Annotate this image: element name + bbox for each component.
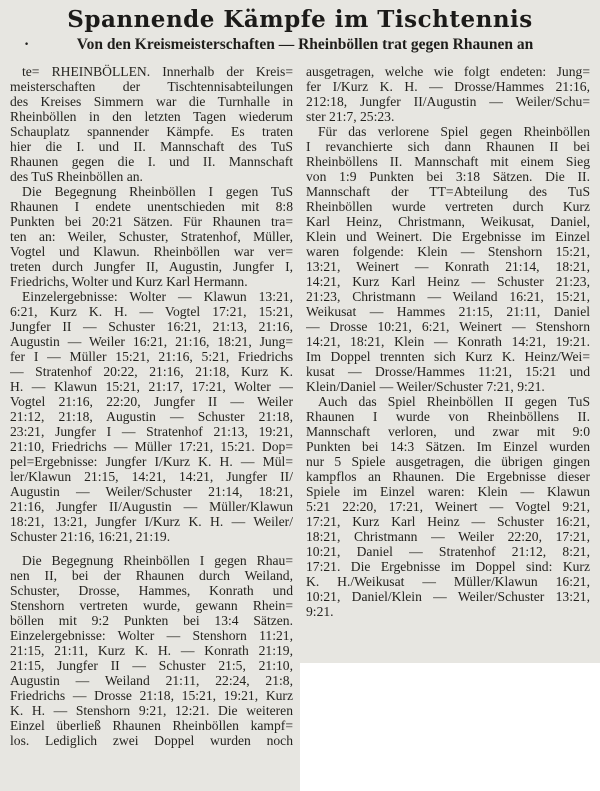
text-line: Friedrichs — Drosse 21:18, 15:21, 19:21, Kurz [10,688,293,703]
text-line: Die Begegnung Rheinböllen I gegen TuS [22,184,293,199]
text-line: 9:21. [306,604,334,619]
article-headline: Spannende Kämpfe im Tischtennis [67,6,533,33]
text-line: Punkten bei 20:21 Sätzen. Für Rhaunen tra= [10,214,293,229]
text-line: 21:16, Jungfer II/Augustin — Müller/Klawun [10,499,293,514]
text-line: hier die I. und II. Mannschaft des TuS [10,139,293,154]
subheadline-text: Von den Kreismeisterschaften — Rheinböllen trat gegen Rhaunen an [76,36,534,53]
text-line: Klein und Weinert. Die Ergebnisse im Einzel [306,229,590,244]
text-line: Auch das Spiel Rheinböllen II gegen TuS [318,394,590,409]
text-line: 21:23, Christmann — Weiland 16:21, 15:21, [306,289,590,304]
text-line: Vogtel und Klawun. Rheinböllen war ver= [10,244,293,259]
text-line: ler/Klawun 21:15, 14:21, 14:21, Jungfer II/ [10,469,293,484]
text-line: 212:18, Jungfer II/Augustin — Weiler/Schu= [306,94,590,109]
text-line: te= RHEINBÖLLEN. Innerhalb der Kreis= [22,64,293,79]
text-line: fer I — Müller 15:21, 21:16, 5:21, Friedrichs [10,349,293,364]
text-line: Einzelergebnisse: Wolter — Stenshorn 11:21, [10,628,293,643]
text-line: Einzel überließ Rhaunen Rheinböllen kampf= [10,718,293,733]
text-line: meisterschaften der Tischtennisabteilungen [10,79,293,94]
text-line: ausgetragen, welche wie folgt endeten: Jung= [306,64,590,79]
text-line: los. Lediglich zwei Doppel wurden noch [10,733,293,748]
text-line: Rhaunen I wurde von Rheinböllens II. [306,409,590,424]
text-line: 13:21, Weinert — Konrath 21:14, 18:21, [306,259,590,274]
text-line: 17:21. Die Ergebnisse im Doppel sind: Kurz [306,559,590,574]
text-line: Friedrichs, Wolter und Kurz Karl Hermann. [10,274,248,289]
text-line: H. — Klawun 15:21, 21:17, 17:21, Wolter — [10,379,293,394]
text-line: Für das verlorene Spiel gegen Rheinböllen [318,124,590,139]
text-line: waren folgende: Klein — Stenshorn 15:21, [306,244,590,259]
text-line: Rheinböllen in den letzten Tagen wiederum [10,109,293,124]
text-line: 17:21, Kurz Karl Heinz — Schuster 16:21, [306,514,590,529]
text-line: Schuster, Drosse, Hammes, Konrath und [10,583,293,598]
text-line: Rheinböllens II. Mannschaft mit einem Sieg [306,154,590,169]
text-line: K. H./Weikusat — Müller/Klawun 16:21, [306,574,590,589]
text-line: Punkten bei 14:3 Sätzen. Im Einzel wurden [306,439,590,454]
blank-area [300,663,600,791]
text-line: 10:21, Daniel/Klein — Weiler/Schuster 13:21, [306,589,590,604]
text-line: böllen mit 9:2 Punkten bei 13:4 Sätzen. [10,613,293,628]
text-line: des Kreises Simmern war die Turnhalle in [10,94,293,109]
text-line: treten durch Jungfer II, Augustin, Jungfer I, [10,259,293,274]
text-line: 6:21, Kurz K. H. — Vogtel 17:21, 15:21, [10,304,293,319]
right-column [306,64,590,619]
text-line: Rhaunen I endete unentschieden mit 8:8 [10,199,293,214]
text-line: Augustin — Weiler/Schuster 21:14, 18:21, [10,484,293,499]
text-line: Schuster 21:16, 16:21, 21:19. [10,529,171,544]
text-line: nur 5 Spiele ausgetragen, die übrigen gingen [306,454,590,469]
paragraph-gap [10,544,293,553]
text-line: des TuS Rheinböllen an. [10,169,143,184]
text-line: 18:21, 13:21, Jungfer I/Kurz K. H. — Weiler/ [10,514,293,529]
text-line: 5:21 22:20, 17:21, Weinert — Vogtel 9:21, [306,499,590,514]
subheadline-marker: · [24,36,30,53]
text-line: — Stratenhof 20:22, 21:16, 21:18, Kurz K. [10,364,293,379]
text-line: Rheinböllen wurde vertreten durch Kurz [306,199,590,214]
left-column [10,64,293,748]
text-line: 14:21, Kurz Karl Heinz — Schuster 21:23, [306,274,590,289]
text-line: 23:21, Jungfer I — Stratenhof 21:13, 19:21, [10,424,293,439]
text-line: Vogtel 21:16, 22:20, Jungfer II — Weiler [10,394,293,409]
text-line: 21:15, Jungfer II — Schuster 21:5, 21:10, [10,658,293,673]
text-line: fer I/Kurz K. H. — Drosse/Hammes 21:16, [306,79,590,94]
text-line: Mannschaft verloren, und zwar mit 9:0 [306,424,590,439]
text-line: Die Begegnung Rheinböllen I gegen Rhau= [22,553,293,568]
text-line: 14:21, 18:21, Klein — Konrath 14:21, 19:21. [306,334,590,349]
text-line: ster 21:7, 25:23. [306,109,395,124]
text-line: Schauplatz spannender Kämpfe. Es traten [10,124,293,139]
text-line: kampflos an Rhaunen. Die Ergebnisse dieser [306,469,590,484]
text-line: kusat — Drosse/Hammes 11:21, 15:21 und [306,364,590,379]
text-line: Einzelergebnisse: Wolter — Klawun 13:21, [22,289,293,304]
text-line: Klein/Daniel — Weiler/Schuster 7:21, 9:21. [306,379,545,394]
text-line: Stenshorn vertreten wurde, gewann Rhein= [10,598,293,613]
text-line: Im Doppel trennten sich Kurz K. Heinz/Wei= [306,349,590,364]
text-line: 21:12, 21:18, Augustin — Schuster 21:18, [10,409,293,424]
text-line: 21:10, Friedrichs — Müller 17:21, 15:21. Dop= [10,439,293,454]
text-line: Spiele im Einzel waren: Klein — Klawun [306,484,590,499]
text-line: pel=Ergebnisse: Jungfer I/Kurz K. H. — Mül= [10,454,293,469]
text-line: Karl Heinz, Christmann, Weikusat, Daniel, [306,214,590,229]
text-line: 18:21, Christmann — Weiler 22:20, 17:21, [306,529,590,544]
text-line: von 1:9 Punkten bei 3:18 Sätzen. Die II. [306,169,590,184]
article-subheadline [20,36,590,54]
text-line: Weikusat — Hammes 21:15, 21:11, Daniel [306,304,590,319]
text-line: 10:21, Daniel — Stratenhof 21:12, 8:21, [306,544,590,559]
text-line: I revanchierte sich dann Rhaunen II bei [306,139,590,154]
text-line: ten an: Weiler, Schuster, Stratenhof, Müller, [10,229,293,244]
text-line: Augustin — Weiler 16:21, 21:16, 18:21, Jung= [10,334,293,349]
text-line: Rhaunen gegen die I. und II. Mannschaft [10,154,293,169]
text-line: Augustin — Weiland 21:11, 22:24, 21:8, [10,673,293,688]
text-line: nen II, bei der Rhaunen durch Weiland, [10,568,293,583]
text-line: Mannschaft der TT=Abteilung des TuS [306,184,590,199]
text-line: — Drosse 10:21, 6:21, Weinert — Stenshorn [306,319,590,334]
text-line: Jungfer II — Schuster 16:21, 21:13, 21:16, [10,319,293,334]
text-line: 21:15, 21:11, Kurz K. H. — Konrath 21:19, [10,643,293,658]
text-line: K. H. — Stenshorn 9:21, 12:21. Die weiteren [10,703,293,718]
